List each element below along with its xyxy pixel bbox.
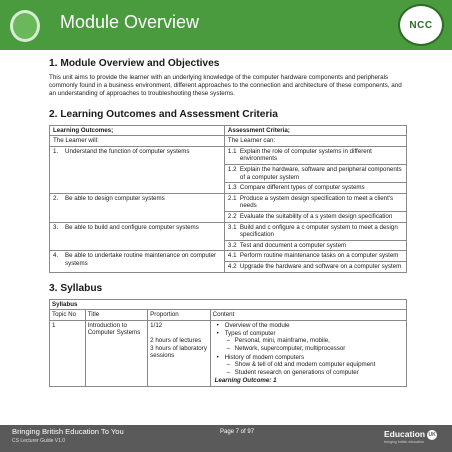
table-row: [50, 222, 407, 240]
criteria-header-title: Assessment Criteria;: [227, 126, 290, 134]
criteria-cell: [224, 146, 406, 164]
page-header: [0, 0, 452, 50]
title-header: Title: [85, 310, 147, 321]
criteria-cell: [224, 222, 406, 240]
criteria-text: Produce a system design specification to meet a client's needs: [239, 194, 394, 210]
learning-outcome-ref: Learning Outcome: 1: [214, 377, 277, 385]
criteria-number: 4.2: [227, 262, 237, 270]
sub-list-item: – Personal, mini, mainframe, mobile,: [225, 337, 404, 345]
criteria-cell: [224, 164, 406, 182]
page-title: Module Overview: [60, 12, 200, 32]
outcomes-subheader: The Learner will:: [50, 136, 225, 147]
criteria-cell: [224, 240, 406, 251]
content-header: Content: [210, 310, 406, 321]
content-cell: [210, 320, 406, 386]
section-1-heading: 1. Module Overview and Objectives: [49, 58, 220, 69]
criteria-text: Evaluate the suitability of a s ystem design specification: [239, 212, 393, 220]
table-row: [50, 320, 407, 386]
topic-no-header: Topic No: [50, 310, 86, 321]
outcome-text: Be able to undertake routine maintenance on computer systems: [65, 252, 217, 267]
table-row: [50, 193, 407, 211]
criteria-subheader: The Learner can:: [224, 136, 406, 147]
criteria-number: 2.2: [227, 212, 237, 220]
criteria-cell: [224, 261, 406, 272]
page-curl-icon: [10, 10, 40, 42]
criteria-cell: [224, 251, 406, 262]
table-row: [50, 251, 407, 262]
outcome-cell: [50, 193, 225, 222]
outcome-text: Be able to build and configure computer systems: [65, 223, 199, 231]
criteria-number: 2.1: [227, 194, 237, 202]
outcome-cell: [50, 222, 225, 251]
criteria-text: Explain the hardware, software and peripheral components of a computer system: [239, 165, 402, 181]
list-item: • Overview of the module: [215, 322, 404, 330]
criteria-text: Compare different types of computer systems: [239, 184, 365, 192]
proportion-lectures: 2 hours of lectures: [150, 337, 202, 345]
topic-no-cell: 1: [50, 320, 86, 386]
criteria-number: 4.1: [227, 252, 237, 260]
sub-list-item: – Student research on generations of computer: [225, 369, 404, 377]
criteria-number: 3.2: [227, 241, 237, 249]
criteria-number: 1.3: [227, 184, 237, 192]
brand-tagline: bringing british education: [384, 439, 424, 444]
sub-list-item: – Show & tell of old and modern computer equipment: [225, 361, 404, 369]
page-footer: [0, 425, 452, 452]
criteria-header: [224, 125, 406, 136]
criteria-text: Test and document a computer system: [239, 241, 347, 249]
ncc-logo: [398, 4, 444, 46]
proportion-fraction: 1/12: [150, 321, 163, 329]
logo-text: NCC: [409, 19, 433, 31]
outcome-number: 2.: [53, 194, 59, 202]
content-list: [213, 322, 404, 377]
outcome-number: 3.: [53, 223, 59, 231]
outcome-text: Understand the function of computer systems: [65, 147, 190, 155]
table-header-row: [50, 125, 407, 136]
syllabus-table: [49, 299, 407, 387]
footer-slogan: Bringing British Education To You: [12, 427, 124, 436]
list-item-text: History of modern computers: [224, 353, 305, 361]
proportion-cell: [148, 320, 210, 386]
criteria-cell: [224, 211, 406, 222]
outcome-number: 4.: [53, 252, 59, 260]
criteria-text: Build and c onfigure a c omputer system to meet a design specification: [239, 223, 398, 239]
document-body: [49, 58, 407, 387]
sub-list-item: – Network, supercomputer, multiprocessor: [225, 345, 404, 353]
page-number: Page 7 of 97: [220, 429, 255, 435]
outcome-cell: [50, 251, 225, 272]
criteria-number: 1.1: [227, 147, 237, 155]
footer-doc-version: CS Lecturer Guide V1.0: [12, 437, 66, 444]
outcomes-header-title: Learning Outcomes;: [53, 126, 114, 134]
criteria-text: Explain the role of computer systems in different environments: [239, 147, 372, 163]
outcome-number: 1.: [53, 147, 59, 155]
proportion-lab: 3 hours of laboratory sessions: [150, 344, 207, 360]
section-2-heading: 2. Learning Outcomes and Assessment Criteria: [49, 108, 278, 120]
brand-text: Education: [384, 429, 426, 439]
criteria-cell: [224, 193, 406, 211]
syllabus-header-row: [50, 310, 407, 321]
list-item: [215, 330, 404, 353]
education-uk-logo: [384, 429, 437, 444]
criteria-text: Upgrade the hardware and software on a computer system: [239, 262, 402, 270]
section-1-text: This unit aims to provide the learner with an underlying knowledge of the computer hardware components and peripherals commonly found in a business environment, different approaches to the connection and architecture of these components, and an understanding of approaches to troubleshooting these systems.: [49, 74, 402, 98]
sub-list: [225, 337, 404, 353]
criteria-number: 3.1: [227, 223, 237, 231]
syllabus-title-row: [50, 299, 407, 310]
title-cell: Introduction to Computer Systems: [85, 320, 147, 386]
section-3-heading: 3. Syllabus: [49, 282, 103, 294]
table-row: [50, 146, 407, 164]
criteria-text: Perform routine maintenance tasks on a computer system: [239, 252, 399, 260]
syllabus-title: Syllabus: [50, 299, 407, 310]
learning-outcomes-table: [49, 125, 407, 273]
table-subheader-row: [50, 136, 407, 147]
criteria-number: 1.2: [227, 165, 237, 173]
uk-badge-icon: UK: [428, 431, 436, 438]
footer-left: [12, 428, 124, 445]
list-item: [215, 354, 404, 377]
proportion-header: Proportion: [148, 310, 210, 321]
sub-list: [225, 361, 404, 377]
list-item-text: Types of computer: [224, 329, 276, 337]
criteria-cell: [224, 183, 406, 194]
outcomes-header: [50, 125, 225, 136]
outcome-cell: [50, 146, 225, 193]
outcome-text: Be able to design computer systems: [65, 194, 165, 202]
